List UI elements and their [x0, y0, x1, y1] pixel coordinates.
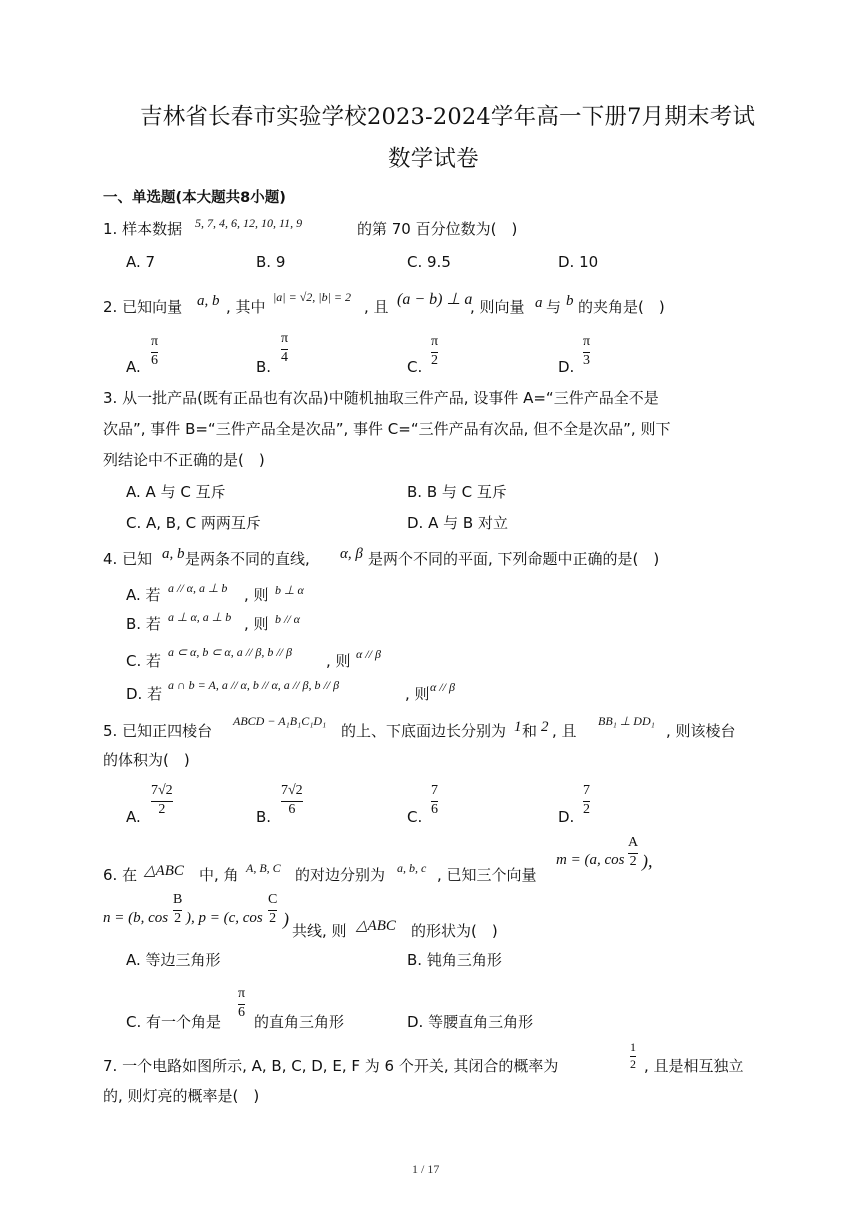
q6-stem-pre: 6. 在: [103, 866, 138, 884]
q1-data: 5, 7, 4, 6, 12, 10, 11, 9: [195, 216, 303, 230]
q2-mid3: , 则向量: [470, 298, 525, 316]
q4-option-b-math: a ⊥ α, a ⊥ b: [168, 610, 232, 624]
q2-option-a-fraction: π 6: [151, 334, 159, 368]
q4-option-c-mid: , 则: [326, 652, 351, 670]
q5-end: , 则该棱台: [666, 722, 736, 740]
q2-vectors: a, b: [197, 293, 220, 309]
q5-length-2: 2: [541, 719, 549, 735]
q6-option-c-post: 的直角三角形: [254, 1013, 345, 1031]
q6-vector-m-fraction: A 2: [628, 835, 639, 869]
q2-stem-pre: 2. 已知向量: [103, 298, 183, 316]
q6-option-b: B. 钝角三角形: [407, 951, 502, 969]
q5-line-2: 的体积为( ): [103, 751, 190, 769]
page-number: 1 / 17: [412, 1162, 440, 1176]
q4-option-b-pre: B. 若: [126, 615, 161, 633]
q6-end: 共线, 则: [292, 922, 347, 940]
q2-option-a-label: A.: [126, 358, 141, 376]
q5-mid2: , 且: [552, 722, 577, 740]
q4-option-b-result: b // α: [275, 612, 300, 626]
q3-line-1: 3. 从一批产品(既有正品也有次品)中随机抽取三件产品, 设事件 A=“三件产品全不是: [103, 389, 659, 407]
q2-option-c-fraction: π 2: [431, 334, 439, 368]
q1-option-d: D. 10: [558, 253, 599, 271]
q2-option-d-label: D.: [558, 358, 575, 376]
q4-lines: a, b: [162, 546, 185, 562]
q6-vector-n: n = (b, cos: [103, 910, 169, 926]
q4-option-d-mid: , 则: [405, 685, 430, 703]
q6-close-paren: ),: [642, 851, 653, 871]
q2-and: 与: [546, 298, 562, 316]
q2-condition-1: |a| = √2, |b| = 2: [273, 290, 351, 304]
q5-option-d-fraction: 7 2: [583, 783, 590, 817]
q3-option-c: C. A, B, C 两两互斥: [126, 514, 261, 532]
q4-option-a-pre: A. 若: [126, 586, 161, 604]
q4-option-c-math: a ⊂ α, b ⊂ α, a // β, b // β: [168, 645, 292, 659]
q6-option-a: A. 等边三角形: [126, 951, 221, 969]
q3-line-2: 次品”, 事件 B=“三件产品全是次品”, 事件 C=“三件产品有次品, 但不全是次品”, 则下: [103, 420, 671, 438]
q6-close-paren-2: ): [283, 909, 289, 929]
q6-vector-n-fraction: B 2: [173, 892, 183, 926]
q6-angles: A, B, C: [246, 861, 281, 875]
q5-option-c-fraction: 7 6: [431, 783, 438, 817]
q4-option-b-mid: , 则: [244, 615, 269, 633]
q7-line-1-post: , 且是相互独立: [644, 1057, 744, 1075]
q6-triangle-2: △ABC: [356, 918, 396, 934]
exam-title: 吉林省长春市实验学校2023-2024学年高一下册7月期末考试: [140, 104, 756, 130]
q6-end2: 的形状为( ): [411, 922, 498, 940]
q2-mid1: , 其中: [226, 298, 266, 316]
q6-option-c-pre: C. 有一个角是: [126, 1013, 222, 1031]
q4-option-a-result: b ⊥ α: [275, 583, 304, 597]
q5-condition: BB₁ ⊥ DD₁: [598, 714, 655, 728]
q5-mid1: 的上、下底面边长分别为: [341, 722, 507, 740]
q2-condition-2: (a − b) ⊥ a: [397, 291, 473, 308]
q6-vector-p: ), p = (c, cos: [186, 910, 263, 926]
q3-option-a: A. A 与 C 互斥: [126, 483, 226, 501]
q2-end: 的夹角是( ): [578, 298, 665, 316]
q5-option-b-fraction: 7√2 6: [281, 783, 303, 817]
q4-option-c-pre: C. 若: [126, 652, 162, 670]
q4-mid: 是两条不同的直线,: [185, 550, 310, 568]
q7-probability-fraction: 1 2: [630, 1040, 636, 1071]
q2-option-b-fraction: π 4: [281, 331, 289, 365]
q2-vector-b: b: [566, 293, 574, 309]
q4-option-a-mid: , 则: [244, 586, 269, 604]
q6-mid2: 的对边分别为: [295, 866, 386, 884]
q1-stem-post: 的第 70 百分位数为( ): [357, 220, 518, 238]
q7-line-1-pre: 7. 一个电路如图所示, A, B, C, D, E, F 为 6 个开关, 其闭合的概率为: [103, 1057, 559, 1075]
q5-length-1: 1: [514, 719, 522, 735]
q4-option-a-math: a // α, a ⊥ b: [168, 581, 228, 595]
q4-planes: α, β: [340, 546, 363, 562]
q4-stem-pre: 4. 已知: [103, 550, 153, 568]
q6-option-c-fraction: π 6: [238, 986, 246, 1020]
q5-stem-pre: 5. 已知正四棱台: [103, 722, 213, 740]
q3-option-b: B. B 与 C 互斥: [407, 483, 507, 501]
q6-triangle: △ABC: [144, 863, 184, 879]
q2-vector-a: a: [535, 295, 543, 311]
q4-option-d-pre: D. 若: [126, 685, 163, 703]
q2-option-b-label: B.: [256, 358, 272, 376]
q1-option-b: B. 9: [256, 253, 286, 271]
q4-option-d-math: a ∩ b = A, a // α, b // α, a // β, b // β: [168, 678, 340, 692]
q5-option-a-fraction: 7√2 2: [151, 783, 173, 817]
q3-option-d: D. A 与 B 对立: [407, 514, 508, 532]
q4-option-c-result: α // β: [356, 647, 381, 661]
q6-mid3: , 已知三个向量: [437, 866, 537, 884]
q2-mid2: , 且: [364, 298, 389, 316]
q5-option-d-label: D.: [558, 808, 575, 826]
q3-line-3: 列结论中不正确的是( ): [103, 451, 265, 469]
q5-option-b-label: B.: [256, 808, 272, 826]
q6-mid1: 中, 角: [199, 866, 239, 884]
q6-option-d: D. 等腰直角三角形: [407, 1013, 534, 1031]
q2-option-c-label: C.: [407, 358, 423, 376]
q7-line-2: 的, 则灯亮的概率是( ): [103, 1087, 260, 1105]
q6-vector-m: m = (a, cos: [556, 852, 625, 868]
q1-option-c: C. 9.5: [407, 253, 451, 271]
q4-option-d-result: α // β: [430, 680, 455, 694]
q5-option-a-label: A.: [126, 808, 141, 826]
q5-and: 和: [522, 722, 538, 740]
q2-option-d-fraction: π 3: [583, 334, 591, 368]
q6-sides: a, b, c: [397, 861, 427, 875]
exam-subtitle: 数学试卷: [388, 146, 479, 172]
q5-option-c-label: C.: [407, 808, 423, 826]
q1-option-a: A. 7: [126, 253, 156, 271]
q5-frustum: ABCD − A₁B₁C₁D₁: [233, 714, 327, 728]
q6-vector-p-fraction: C 2: [268, 892, 278, 926]
section-heading: 一、单选题(本大题共8小题): [103, 190, 286, 206]
q1-stem-pre: 1. 样本数据: [103, 220, 183, 238]
q4-end: 是两个不同的平面, 下列命题中正确的是( ): [368, 550, 660, 568]
